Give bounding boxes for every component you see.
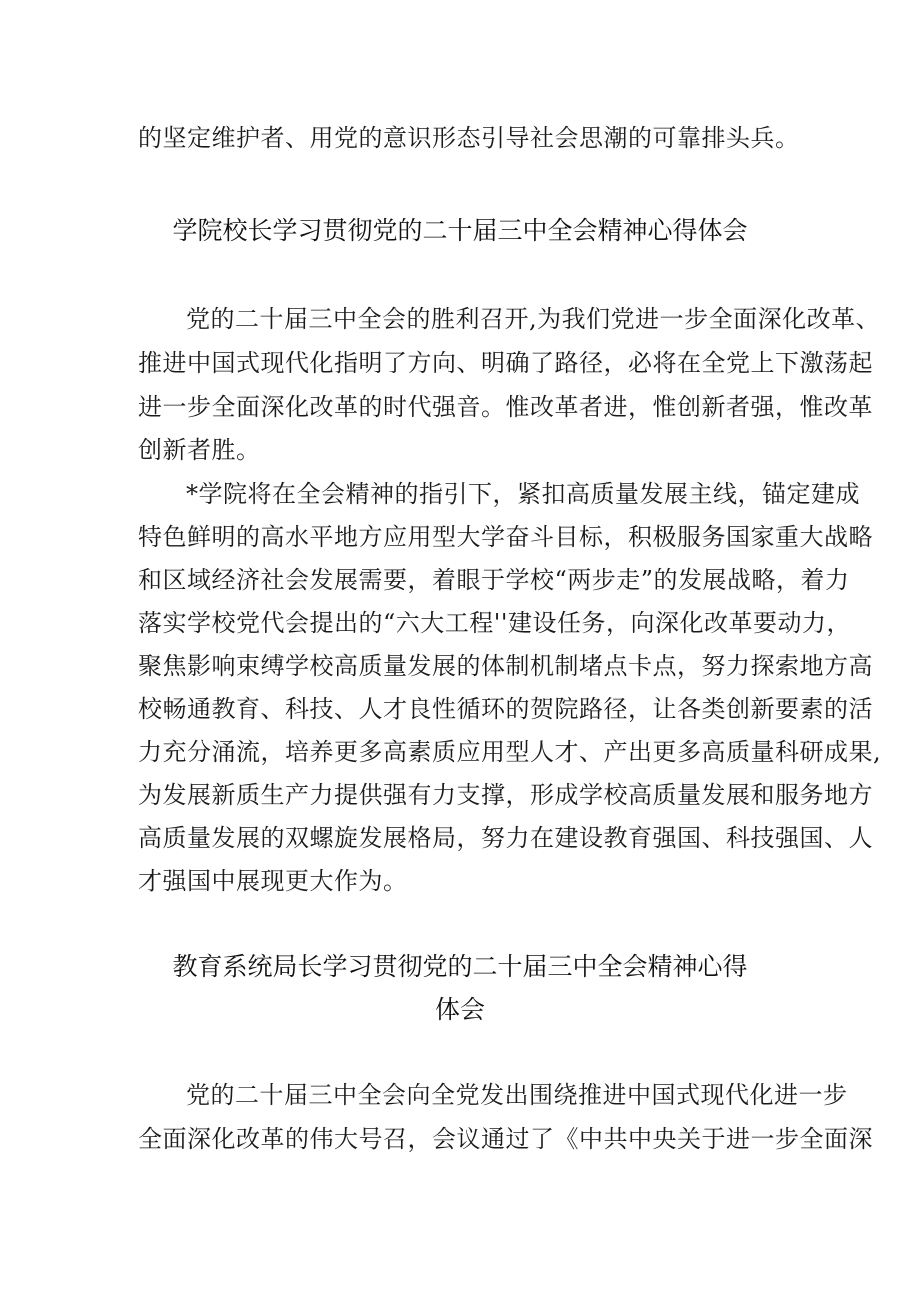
paragraph-line: 为发展新质生产力提供强有力支撑，形成学校高质量发展和服务地方 <box>138 781 873 809</box>
section1-title: 学院校长学习贯彻党的二十届三中全会精神心得体会 <box>172 216 748 245</box>
paragraph-line: 落实学校党代会提出的“六大工程''建设任务，向深化改革要动力， <box>138 609 851 637</box>
paragraph-line: 特色鲜明的高水平地方应用型大学奋斗目标，积极服务国家重大战略 <box>138 523 873 551</box>
paragraph-line: 和区域经济社会发展需要，着眼于学校“两步走”的发展战略，着力 <box>138 566 850 594</box>
paragraph-line: 党的二十届三中全会向全党发出围绕推进中国式现代化进一步 <box>186 1081 848 1109</box>
paragraph-line: 力充分涌流，培养更多高素质应用型人才、产出更多高质量科研成果, <box>138 738 882 766</box>
section2-title-line-2: 体会 <box>434 995 485 1024</box>
paragraph-line: 创新者胜。 <box>138 436 261 464</box>
paragraph-line: 党的二十届三中全会的胜利召开,为我们党进一步全面深化改革、 <box>186 305 881 333</box>
section2-title-line-1: 教育系统局长学习贯彻党的二十届三中全会精神心得 <box>172 952 748 981</box>
paragraph-line: 校畅通教育、科技、人才良性循环的贺院路径，让各类创新要素的活 <box>138 695 873 723</box>
paragraph-line: 全面深化改革的伟大号召，会议通过了《中共中央关于进一步全面深 <box>138 1125 873 1153</box>
paragraph-line: 高质量发展的双螺旋发展格局，努力在建设教育强国、科技强国、人 <box>138 824 873 852</box>
paragraph-line: 才强国中展现更大作为。 <box>138 867 408 895</box>
intro-tail-line: 的坚定维护者、用党的意识形态引导社会思潮的可靠排头兵。 <box>138 124 800 152</box>
paragraph-line: 推进中国式现代化指明了方向、明确了路径，必将在全党上下激荡起 <box>138 349 873 377</box>
paragraph-line: 进一步全面深化改革的时代强音。惟改革者进，惟创新者强，惟改革 <box>138 393 873 421</box>
paragraph-line: 聚焦影响束缚学校高质量发展的体制机制堵点卡点，努力探索地方高 <box>138 652 873 680</box>
paragraph-line: *学院将在全会精神的指引下，紧扣高质量发展主线，锚定建成 <box>186 480 860 508</box>
